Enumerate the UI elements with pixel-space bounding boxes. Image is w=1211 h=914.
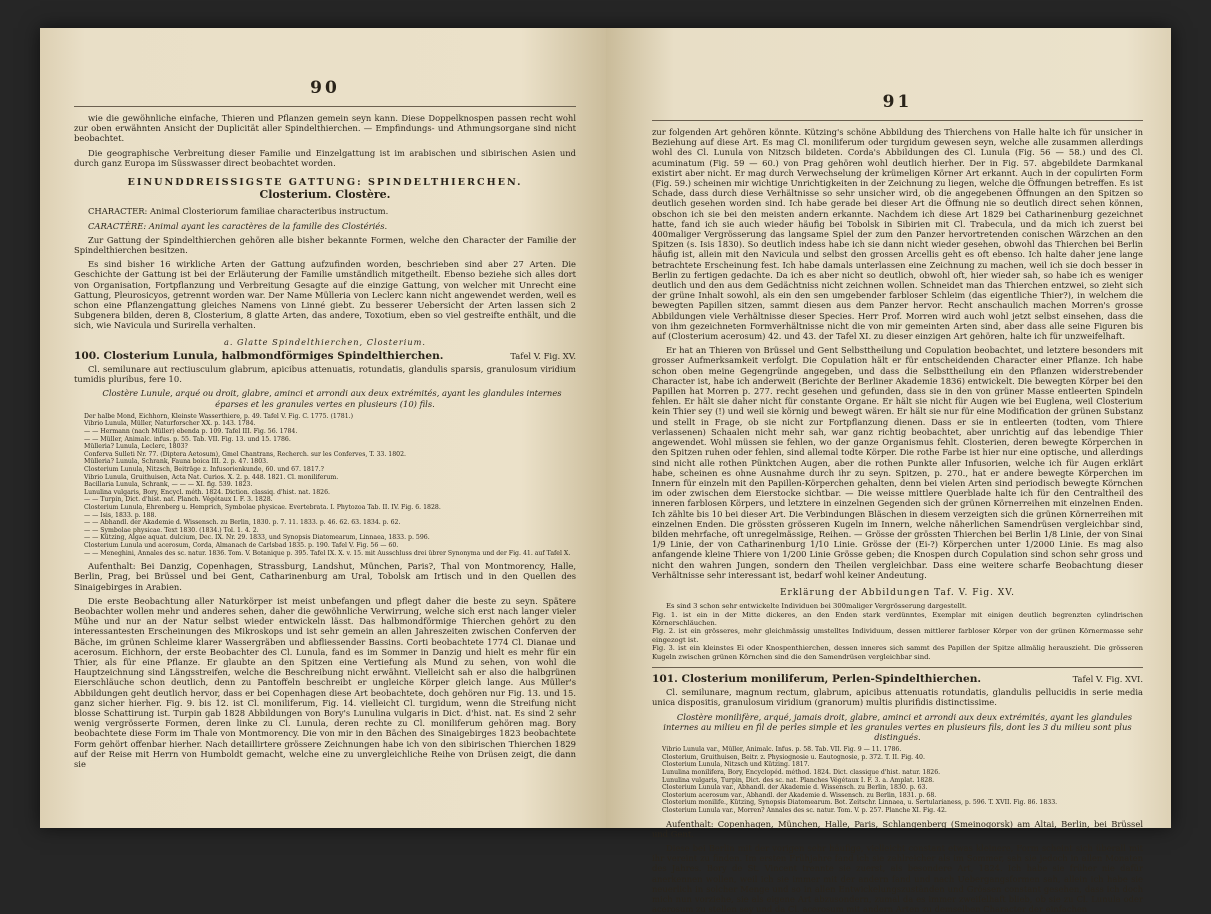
paragraph: Die geographische Verbreitung dieser Familie und Einzelgattung ist im arabischen und sibirischen Asien und durch ganz Europa im Süsswasser direct beobachtet worden. xyxy=(74,147,576,168)
synonym: Closterium Lunula, Nitzsch, Beiträge z. Infusorienkunde, 60. und 67. 1817.? xyxy=(84,466,324,474)
figure-explanation: Es sind 3 schon sehr entwickelte Individuen bei 300maliger Vergrösserung dargestellt. xyxy=(666,602,967,611)
synonym: Lunulina vulgaris, Bory, Encycl. méth. 1824. Diction. classiq. d'hist. nat. 1826. xyxy=(84,488,331,496)
synonym: — — Hermann (nach Müller) ebenda p. 109. Tafel III. Fig. 56. 1784. xyxy=(84,428,298,436)
synonym: Bacillaria Lunula, Schrank, — — — XI. fig. 539. 1823. xyxy=(84,481,253,489)
species-number: 100. xyxy=(74,349,100,362)
paragraph: Die erste Beobachtung aller Naturkörper ist meist unbefangen und pflegt daher die beste zu seyn. Spätere Beobachter wollen mehr und anderes sehen, daher die gewöhnliche Verwirrung, welche sich erst nach langer vieler Mühe und nur an der Natur selbst wieder entwickeln lässt. Das halbmondförmige Thierchen gehört zu den interessantesten Erscheinungen des Mikroskops und ist sehr gemein an allen Jahreszeiten zwischen Conferven der Bäche, im grünen Schleime klarer Wassergräben und abfliessender Bassins. Corti beobachtete 1774 Cl. Dianae und acerosum. Eichhorn, der erste Beobachter des Cl. Lunula, fand es im Sommer in Danzig und hielt es mehr für ein Thier, als für eine Pflanze. Er glaubte an den Spitzen eine Vertiefung als Mund zu sehen, von wohl die Hauptzeichnung sind Längsstreifen, welche die Beschreibung nicht erwähnt. Vielleicht sah er also die halbgrünen Eierschläuche schon deutlich, denn zu Pantoffeln beschreibt er ungleiche Körper gleich lange. Aus Müller's Abbildungen geht deutlich hervor, dass er bei Copenhagen diese Art beobachtete, doch gehören nur Fig. 13. und 15. ganz sicher hierher. Fig. 9. bis 12. ist Cl. moniliferum, Fig. 14. vielleicht Cl. turgidum, wenn die Streifung nicht blosse Schattirung ist. Turpin gab 1828 Abbildungen von Bory's Lunulina vulgaris in Dict. d'hist. nat. Es sind 2 sehr wenig vergrösserte Formen, deren linke zu Cl. Lunula, deren rechte zu Cl. moniliferum gehören mag. Bory beobachtete diese Form im Thale von Montmorency. Die von mir in den Bächen des Sinaigebirges 1823 beobachtete Form gehört offenbar hierher. Nach detaillirtere grössere Zeichnungen habe ich von den sibirischen Thierchen 1829 auf der Reise mit Herrn von Humboldt gemacht, welche eine zu unvergleichliche Reihe von Drüsen zeigt, die dann sie xyxy=(74,595,576,770)
paragraph: Es sind bisher 16 wirkliche Arten der Gattung aufzufinden worden, beschrieben sind aber 27 Arten. Die Geschichte der Gattung ist bei der Erläuterung der Familie umständlich mitgetheilt. Ebenso beziehe sich alles dort von Organisation, Fortpflanzung und Verbreitung Gesagte auf die einzige Gattung, von welcher mit Unrecht eine Gattung, Pleurosicyos, getrennt worden war. Der Name Mülleria von Leclerc kann nicht angewendet werden, weil es schon eine Pflanzengattung gleiches Namens von Linné giebt. Zu besserer Uebersicht der Arten lassen sich 2 Subgenera bilden, deren 8, Closterium, 8 glatte Arten, das andere, Toxotium, eben so viel gestreifte enthält, und die sich, wie Navicula und Surirella verhalten. xyxy=(74,259,576,331)
synonym: — — Turpin, Dict. d'hist. nat. Planch. Végétaux I. F. 3. 1828. xyxy=(84,496,273,504)
synonym: Closterium Lunula, Nitzsch und Kützing. 1817. xyxy=(662,761,810,769)
species-number: 101. xyxy=(652,672,678,685)
species-name: Closterium moniliferum, Perlen-Spindelthierchen. xyxy=(681,672,982,685)
synonym: Closterium monilife., Kützing, Synopsis Diatomearum. Bot. Zeitschr. Linnaea, u. Sertularianess, p. 596. T. XVII. Fig. 86. 1833. xyxy=(662,799,1058,807)
french-diagnosis: Clostère Lunule, arqué ou droit, glabre, aminci et arrondi aux deux extrémités, ayant les glandules internes éparses et les granules vertes en plusieurs (10) fils. xyxy=(102,388,562,409)
header-rule xyxy=(652,120,1143,121)
synonym: — — Müller, Animalc. infus. p. 55. Tab. VII. Fig. 13. und 15. 1786. xyxy=(84,435,291,443)
right-page xyxy=(606,28,1171,914)
synonym: — — Symbolae physicae. Text 1830. (1834.) Tol. 1. 4. 2. xyxy=(84,526,259,534)
paragraph: wie die gewöhnliche einfache, Thieren und Pflanzen gemein seyn kann. Diese Doppelknospen passen recht wohl zur oben erwähnten Ansicht der Duplicität aller Spindelthierchen. — Empfindungs- und Athmungsorgane sind nicht beobachtet. xyxy=(74,113,576,144)
synonym: Mülleria? Lunula, Schrank, Fauna boica III. 2. p. 47. 1803. xyxy=(84,458,269,466)
synonym: — — Meneghini, Annales des sc. natur. 1836. Tom. V. Botanique p. 395. Tafel IX. X. v. 15. mit Ausschluss drei übrer Synonyma und der Fig. 41. auf Tafel X. xyxy=(84,549,571,557)
species-name: Closterium Lunula, halbmondförmiges Spindelthierchen. xyxy=(103,349,444,362)
plate-caption-title: Erklärung der Abbildungen Taf. V. Fig. XV. xyxy=(779,587,1016,598)
synonym: Closterium Lunula und acerosum, Corda, Almanach de Carlsbad 1835. p. 190. Tafel V. Fig. 56 — 60. xyxy=(84,541,399,549)
right-page-body xyxy=(652,127,1143,914)
synonym: — — Abhandl. der Akademie d. Wissensch. zu Berlin, 1830. p. 7. 11. 1833. p. 46. 62. 63. 1834. p. 62. xyxy=(84,519,401,527)
synonym: Closterium Lunula, Ehrenberg u. Hemprich, Symbolae physicae. Evertebrata. I. Phytozoa Tab. II. IV. Fig. 6. 1828. xyxy=(84,504,441,511)
synonym: Closterium Lunula var., Abhandl. der Akademie d. Wissensch. zu Berlin, 1830. p. 63. xyxy=(662,784,928,792)
plate-reference: Tafel V. Fig. XV. xyxy=(510,350,576,361)
synonym: Mülleria? Lunula, Leclerc, 1803? xyxy=(84,443,188,451)
synonym: Vibrio Lunula, Müller, Naturforscher XX. p. 143. 1784. xyxy=(84,420,256,428)
species-heading xyxy=(74,351,576,361)
genus-heading: EINUNDDREISSIGSTE GATTUNG: SPINDELTHIERCHEN. xyxy=(127,177,523,189)
synonym: Closterium acerosum var., Abhandl. der Akademie d. Wissensch. zu Berlin, 1831. p. 68. xyxy=(662,791,937,799)
section-rule xyxy=(652,667,1143,668)
left-page-body xyxy=(74,113,576,769)
french-diagnosis: Clostère monilifère, arqué, jamais droit, glabre, aminci et arrondi aux deux extrémités, ayant les glandules internes au milieu en fil de perles simple et les granules vertes en plusieurs fils, dont les 3 du milieu sont plus distingués. xyxy=(663,711,1133,742)
species-title xyxy=(74,351,443,361)
page-number: 90 xyxy=(310,78,340,98)
synonym: — — Isis, 1833. p. 188. xyxy=(84,511,157,519)
synonym: Vibrio Lunula, Gruithuisen, Acta Nat. Curios. X. 2. p. 448. 1821. Cl. moniliferum. xyxy=(84,473,339,481)
habitat: Aufenthalt: Copenhagen, München, Halle, Paris, Schlangenberg (Smeinogorsk) am Altai, Berlin, bei Brüssel und Gent. xyxy=(652,818,1143,839)
header-rule xyxy=(74,106,576,107)
character-line: CHARACTER: Animal Closteriorum familiae characteribus instructum. xyxy=(88,206,389,217)
synonym: Lunulina monilifera, Bory, Encyclopéd. méthod. 1824. Dict. classique d'hist. natur. 1826. xyxy=(662,768,941,776)
figure-explanation: Fig. 1. ist ein in der Mitte dickeres, an den Enden stark verdünntes, Exemplar mit einigen deutlich begrenzten cylindrischen Körnerschläuchen. xyxy=(652,610,1143,627)
left-page xyxy=(40,28,606,828)
subgenus-line: a. Glatte Spindelthierchen, Closterium. xyxy=(223,336,427,347)
latin-diagnosis: Cl. semilunare aut rectiusculum glabrum, apicibus attenuatis, rotundatis, glandulis sparsis, granulosum viridium tumidis pluribus, fere 10. xyxy=(74,364,576,385)
synonym-list xyxy=(74,413,576,557)
synonym: Lunulina vulgaris, Turpin, Dict. des sc. nat. Planches Végétaux I. F. 3. a. Amplat. 1828. xyxy=(662,776,935,784)
synonym: Closterium, Gruithuisen, Beitr. z. Physiognosie u. Eautognosie, p. 372. T. II. Fig. 40. xyxy=(662,753,925,761)
synonym-list xyxy=(652,746,1143,814)
figure-explanation: Fig. 2. ist ein grösseres, mehr gleichmässig umstelltes Individuum, dessen mittlerer farbloser Körper von der grünen Körnermasse sehr eingezogt ist. xyxy=(652,627,1143,644)
synonym: — — Kützing, Algae aquat. dulcium, Dec. IX. Nr. 29. 1833, und Synopsis Diatomearum, Linnaea, 1833. p. 596. xyxy=(84,534,430,542)
plate-reference: Tafel V. Fig. XVI. xyxy=(1072,673,1143,684)
species-title xyxy=(652,674,981,684)
synonym: Closterium Lunula var., Morren? Annales des sc. natur. Tom. V. p. 257. Planche XI. Fig. 42. xyxy=(662,806,947,814)
genus-subheading: Closterium. Clostère. xyxy=(259,188,391,202)
paragraph: Diese bei Berlin mit der vorigen sehr häufige, vielleicht constant etwas kleinere, Form scheint sich überall mit ihr vereint zu finden. Im ersten Frühjahre fand ich sie zahlreicher als im Sommer, sah sie jedoch in allen Monaten des Jahres. Bory de St. Vincent trennte sie zuerst, als besondere Art, 1824. Ich habe sie früher nie dafür anerkennen wollen, weil ich sie immer mit der andern fand und nach Uebergangsformen sah, allein ich habe sie neuerlich in solcher Menge und so in allen Entwickelungszuständen und Grössen constant gesehen, dass ich doch mich nun vorziehe, sie als eigene Art abzusondern, zumal da es immer zweifelhaft blieb, ob sie zu Cl. Lunula oder acerosum zu stellen sey und da Cl. acerosum mit andern Arten zu demselben Character der einfachen xyxy=(652,842,1143,914)
synonym: Vibrio Lunula var., Müller, Animalc. Infus. p. 58. Tab. VII. Fig. 9 — 11. 1786. xyxy=(662,746,902,754)
character-line: CARACTÈRE: Animal ayant les caractères de la famille des Clostériés. xyxy=(88,220,388,231)
species-heading xyxy=(652,674,1143,684)
book-spread xyxy=(40,28,1171,914)
latin-diagnosis: Cl. semilunare, magnum rectum, glabrum, apicibus attenuatis rotundatis, glandulis pellucidis in serie media unica dispositis, granulosum viridium (granorum) multis plurifidis distinctissime. xyxy=(652,687,1143,708)
page-number: 91 xyxy=(882,92,913,112)
habitat: Aufenthalt: Bei Danzig, Copenhagen, Strassburg, Landshut, München, Paris?, Thal von Montmorency, Halle, Berlin, Prag, bei Brüssel und bei Gent, Catharinenburg am Ural, Tobolsk am Irtisch und in den Quellen des Sinaigebirges in Arabien. xyxy=(74,561,576,592)
paragraph: Er hat an Thieren von Brüssel und Gent Selbsttheilung und Copulation beobachtet, und letztere besonders mit grosser Aufmerksamkeit verfolgt. Die Copulation hält er für entscheidenden Character einer Pflanze. Ich habe schon oben meine Gegengründe angegeben, und dass die Selbsttheilung ein den Pflanzen widerstrebender Character ist, habe ich anderweit (Berichte der Berliner Akademie 1836) entwickelt. Die bewegten Körper bei den Papillen hat Morren p. 277. recht gesehen und gefunden, dass sie in den von grüner Masse entleerten Spindeln fehlen. Er hält sie daher nicht für constante Organe. Er hält sie nicht für Augen wie bei Euglena, weil Closterium kein Thier sey (!) und weil sie körnig und bewegt wären. Er hält sie nur für eine Modification der grünen Substanz und stellt in Frage, ob sie nicht zur Fortpflanzung dienen. Dass er sie in entleerten (todten, vom Thiere verlassenen) Schaalen nicht mehr sah, war ganz richtig beobachtet, aber unrichtig auf das lebendige Thier angewendet. Wohl müssen sie fehlen, wo der ganze Organismus fehlt. Closterien, deren bewegte Körperchen in den Spitzen ruhen oder fehlen, sind allemal todte Körper. Die rothe Farbe ist hier nur eine optische, und allerdings sind nicht alle rothen Pünktchen Augen, aber die rothen Punkte aller Infusorien, welche ich für Augen erklärt habe, scheinen es ohne Ausnahme durch ihr zu seyn. Spitzen, p. 270., hat er andere bewegte Körperchen im Innern für einzeln mit den Papillen-Körperchen gehalten, denn bei vielen Arten sind periodisch bewegte Körnchen im oder zwischen dem Eierstocke sichtbar. — Die weisse mittlere Querblade halte ich für den Centraltheil des inneren farblosen Körpers, und letztere in einzelnen Gegenden sich der grünen Körnerreihen mit einzelnen Enden. Ich zählte bis 10 bei dieser Art. Die Verbindungen Bläschen in diesem verzeigten sich die grünen Körnerreihen mit einzelnen Enden. Die grössten grösseren Kugeln im Innern, welche näherlichen Samendrüsen vergleichbar sind, bilden mehrfache, oft unregelmässige, Reihen. — Grösse der grössten Thierchen bei Berlin 1/8 Linie, der von Sinai 1/9 Linie, der von Catharinenburg 1/10 Linie. Grösse der (Ei-?) Körperchen unter 1/2000 Linie. Es mag also anfangende kleine Thiere von 1/200 Linie Grösse geben; die Knospen durch Copulation sind schon sehr gross und nicht den wahren Jungen, sondern den Theilen vergleichbar. Dass eine weitere scharfe Beobachtung dieser Verhältnisse sehr interessant ist, bedarf wohl keiner Andeutung. xyxy=(652,345,1143,580)
paragraph: Zur Gattung der Spindelthierchen gehören alle bisher bekannte Formen, welche den Character der Familie der Spindelthierchen besitzen. xyxy=(74,234,576,256)
paragraph: zur folgenden Art gehören könnte. Kützing's schöne Abbildung des Thierchens von Halle halte ich für unsicher in Beziehung auf diese Art. Es mag Cl. moniliferum oder turgidum gewesen seyn, welche alle zusammen allerdings wohl des Cl. Lunula von Nitzsch bildeten. Corda's Abbildungen des Cl. Lunula (Fig. 56 — 58.) und des Cl. acuminatum (Fig. 59 — 60.) von Prag gehören wohl deutlich hierher. Der in Fig. 57. abgebildete Darmkanal existirt aber nicht. Er mag durch Verwechselung der krümeligen Körner Art erkannt. Auch in der copulirten Form (Fig. 59.) scheinen mir wichtige Unrichtigkeiten in der Zeichnung zu liegen, welche die Öffnungen betreffen. Es ist Schade, dass durch diese Verhältnisse so sehr unsicher wird, ob die angegebenen Öffnungen an den Spitzen so deutlich gesehen worden sind. Ich habe gerade bei dieser Art die Öffnung nie so deutlich direct sehen können, obschon ich sie bei den meisten andern erkannte. Nachdem ich diese Art 1829 bei Catharinenburg gezeichnet hatte, fand ich sie auch wieder häufig bei Tobolsk in Sibirien mit Cl. Trabecula, und da mich ich zuerst bei 400maliger Vergrösserung das langsame Spiel der zum den Panzer hervortretenden conischen Wärzchen an den Spitzen (s. Isis 1830). So deutlich indess habe ich sie dann nicht wieder gesehen, obwohl das Thierchen bei Berlin häufig ist, allein mit den Navicula und selbst den grossen Arcellis geht es oft ebenso. Ich halte daher jene lange betrachtete Erscheinung fest. Ich habe damals unterlassen eine Zeichnung zu machen, weil ich sie doch besser in Berlin zu fertigen gedachte. Da ich es aber nicht so deutlich, obwohl oft, hier wieder sah, so habe ich es weniger deutlich und den aus dem Gedächtniss nicht zeichnen wollen. Schneidet man das Thierchen entzwei, so zieht sich der grüne Inhalt sowohl, als ein den sen umgebender farbloser Schleim (das eigentliche Thier?), in welchem die bewegten Papillen sitzen, sammt diesen aus dem Panzer hervor. Recht anschaulich machen Morren's grosse Abbildungen viele Verhältnisse dieser Species. Herr Prof. Morren wird auch wohl jetzt selbst einsehen, dass die von ihm gezeichneten Formverhältnisse nicht die von mir gemeinten Arten sind, aber dass alle seine Figuren bis auf (Closterium acerosum) 42. und 43. der Tafel XI. zu dieser einzigen Art gehören, halte ich für unzweifelhaft. xyxy=(652,127,1143,342)
figure-explanation: Fig. 3. ist ein kleinstes Ei oder Knospenthierchen, dessen inneres sich sammt des Papillen der Spitze allmälig herauszieht. Die grösseren Kugeln zwischen grünen Körnchen sind die den Samendrüsen vergleichbar sind. xyxy=(652,644,1143,661)
synonym: Conferva Sulleti Nr. 77. (Diptera Aetosum), Gmel Chantrans, Recherch. sur les Conferves, T. 33. 1802. xyxy=(84,450,406,458)
synonym: Der halbe Mond, Eichhorn, Kleinste Wasserthiere, p. 49. Tafel V. Fig. C. 1775. (1781.) xyxy=(84,412,354,420)
